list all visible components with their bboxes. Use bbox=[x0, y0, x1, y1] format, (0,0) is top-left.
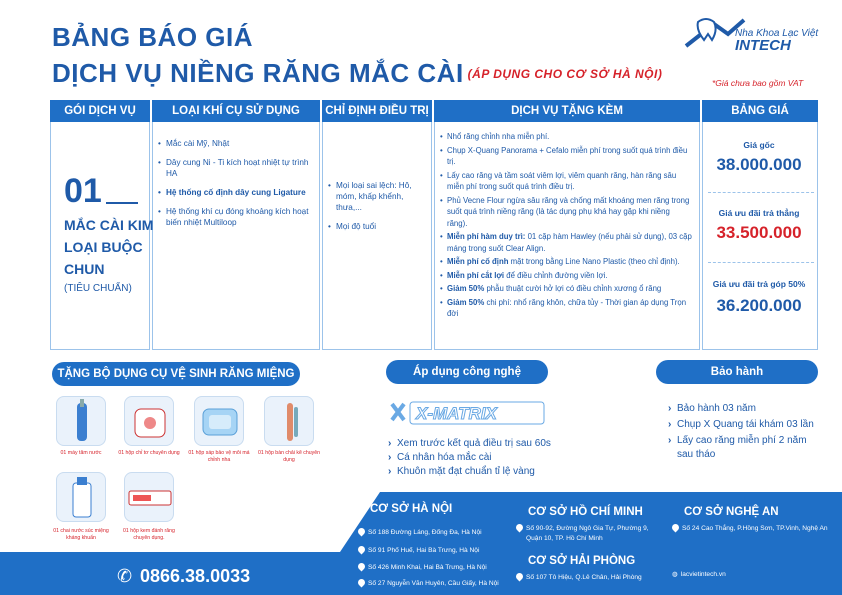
address: Số 91 Phố Huế, Hai Bà Trưng, Hà Nội bbox=[358, 546, 479, 555]
location-pin-icon bbox=[515, 523, 525, 533]
indications-list bbox=[328, 180, 428, 240]
list-item: • Miễn phí cắt lợi để điều chỉnh đường viền lợi. bbox=[440, 270, 692, 282]
warranty-title: Bảo hành bbox=[656, 360, 818, 384]
page-title: BẢNG BÁO GIÁ bbox=[52, 22, 253, 52]
list-item: • Miễn phí hàm duy trì: 01 cặp hàm Hawley (nếu phải sử dụng), 03 cặp máng trong suốt Clear Align. bbox=[440, 231, 692, 254]
technology-list bbox=[388, 437, 551, 479]
list-item: • Mọi loại sai lệch: Hô, móm, khấp khểnh, thưa,... bbox=[328, 180, 428, 213]
hygiene-item-label: 01 hộp chỉ tơ chuyên dụng bbox=[118, 450, 180, 456]
location-pin-icon bbox=[357, 545, 367, 555]
scope-note: (ÁP DỤNG CHO CƠ SỞ HÀ NỘI) bbox=[467, 67, 663, 81]
gifts-list bbox=[440, 131, 692, 322]
price-full-label: Giá ưu đãi trả thẳng bbox=[718, 208, 800, 218]
hygiene-item-label: 01 chai nước súc miệng kháng khuẩn bbox=[53, 528, 109, 541]
list-item: › Lấy cao răng miễn phí 2 năm sau tháo bbox=[668, 434, 818, 462]
devices-list bbox=[158, 138, 314, 236]
page-subtitle: DỊCH VỤ NIỀNG RĂNG MẮC CÀI (ÁP DỤNG CHO CƠ SỞ HÀ NỘI) bbox=[52, 58, 663, 88]
hotline[interactable]: 0866.38.0033 bbox=[140, 566, 251, 586]
warranty-list bbox=[668, 402, 818, 464]
header-gifts: DỊCH VỤ TẶNG KÈM bbox=[434, 100, 700, 122]
hygiene-item-label: 01 máy tăm nước bbox=[60, 450, 102, 456]
price-original-label: Giá gốc bbox=[743, 140, 775, 150]
location-pin-icon bbox=[357, 527, 367, 537]
list-item: • Hệ thống cố định dây cung Ligature bbox=[158, 187, 314, 198]
branch-haiphong-title: CƠ SỞ HẢI PHÒNG bbox=[528, 555, 636, 567]
logo-brand: INTECH bbox=[735, 37, 791, 54]
list-item: • Nhổ răng chỉnh nha miễn phí. bbox=[440, 131, 692, 143]
mouthwash-image bbox=[56, 472, 106, 522]
location-pin-icon bbox=[357, 578, 367, 588]
branch-nghean-title: CƠ SỞ NGHỆ AN bbox=[684, 506, 779, 518]
header-devices: LOẠI KHÍ CỤ SỬ DỤNG bbox=[152, 100, 320, 122]
location-pin-icon bbox=[357, 562, 367, 572]
list-item: • Miễn phí cố định mặt trong bằng Line Nano Plastic (theo chỉ định). bbox=[440, 256, 692, 268]
address: Số 107 Tô Hiệu, Q.Lê Chân, Hải Phòng bbox=[516, 573, 642, 582]
price-full-value: 33.500.000 bbox=[716, 223, 802, 242]
interdental-brush-image bbox=[264, 396, 314, 446]
floss-box-image bbox=[124, 396, 174, 446]
x-matrix-text: X-MATRIX bbox=[416, 404, 497, 423]
price-original-value: 38.000.000 bbox=[716, 155, 802, 174]
package-divider bbox=[106, 202, 138, 204]
list-item: • Phủ Vecne Flour ngừa sâu răng và chống mất khoáng men răng trong suốt quá trình niềng răng (là tác dụng phụ khá hay gặp khi niềng răng). bbox=[440, 195, 692, 230]
list-item: › Cá nhân hóa mắc cài bbox=[388, 451, 551, 465]
wax-box-image bbox=[194, 396, 244, 446]
list-item: • Dây cung Ni - Ti kích hoạt nhiệt tự trình HA bbox=[158, 157, 314, 179]
header-package: GÓI DỊCH VỤ bbox=[50, 100, 150, 122]
list-item: • Giảm 50% chi phí: nhổ răng khôn, chữa tủy - Thời gian áp dụng Trọn đời bbox=[440, 297, 692, 320]
price-installment-label: Giá ưu đãi trả góp 50% bbox=[712, 279, 806, 289]
package-subtitle: (TIÊU CHUẨN) bbox=[64, 283, 132, 294]
logo-text: Nha Khoa Lạc Việt bbox=[735, 28, 819, 39]
website-link[interactable]: ◍ lacvietintech.vn bbox=[672, 571, 726, 578]
location-pin-icon bbox=[515, 572, 525, 582]
address: Số 188 Đường Láng, Đống Đa, Hà Nội bbox=[358, 528, 482, 537]
list-item: • Lấy cao răng và tầm soát viêm lợi, viêm quanh răng, hàn răng sâu miễn phí trong suốt quá trình điều trị. bbox=[440, 170, 692, 193]
location-pin-icon bbox=[671, 523, 681, 533]
package-name: MẮC CÀI KIM LOẠI BUỘC CHUN bbox=[64, 217, 154, 277]
toothpaste-image bbox=[124, 472, 174, 522]
address: Quận 10, TP. Hồ Chí Minh bbox=[526, 535, 603, 542]
list-item: › Xem trước kết quả điều trị sau 60s bbox=[388, 437, 551, 451]
address: Số 90-92, Đường Ngô Gia Tự, Phường 9, bbox=[516, 524, 649, 533]
hygiene-item-label: 01 hộp bàn chải kẽ chuyên dụng bbox=[258, 450, 321, 463]
header-prices: BẢNG GIÁ bbox=[702, 100, 818, 122]
technology-title: Áp dụng công nghệ bbox=[386, 360, 548, 384]
list-item: • Mọi độ tuổi bbox=[328, 221, 428, 232]
address: Số 426 Minh Khai, Hai Bà Trưng, Hà Nội bbox=[358, 563, 487, 572]
hygiene-title: TẶNG BỘ DỤNG CỤ VỆ SINH RĂNG MIỆNG bbox=[52, 362, 300, 386]
hygiene-item-label: 01 hộp sáp bảo vệ môi má chỉnh nha bbox=[188, 450, 250, 463]
address: Số 24 Cao Thắng, P.Hồng Sơn, TP.Vinh, Nghệ An bbox=[672, 524, 828, 533]
list-item: • Giảm 50% phẫu thuật cười hở lợi có điều chỉnh xương ổ răng bbox=[440, 283, 692, 295]
x-matrix-logo bbox=[386, 398, 548, 428]
header-indications: CHỈ ĐỊNH ĐIỀU TRỊ bbox=[322, 100, 432, 122]
price-divider bbox=[708, 192, 814, 193]
list-item: › Khuôn mặt đạt chuẩn tỉ lệ vàng bbox=[388, 465, 551, 479]
list-item: › Bảo hành 03 năm bbox=[668, 402, 818, 416]
hygiene-item-label: 01 hộp kem đánh răng chuyên dụng. bbox=[123, 528, 175, 541]
phone-icon: ✆ bbox=[117, 566, 133, 586]
address: Số 27 Nguyễn Văn Huyên, Cầu Giấy, Hà Nội bbox=[358, 579, 499, 588]
branch-hanoi-title: CƠ SỞ HÀ NỘI bbox=[370, 503, 453, 515]
list-item: › Chụp X Quang tái khám 03 lần bbox=[668, 418, 818, 432]
price-installment-value: 36.200.000 bbox=[716, 296, 802, 315]
branch-hcm-title: CƠ SỞ HỒ CHÍ MINH bbox=[528, 506, 643, 518]
price-divider bbox=[708, 262, 814, 263]
vat-note: *Giá chưa bao gồm VAT bbox=[712, 78, 804, 88]
list-item: • Hệ thống khí cụ đóng khoảng kích hoạt biến nhiệt Multiloop bbox=[158, 206, 314, 228]
water-flosser-image bbox=[56, 396, 106, 446]
list-item: • Chụp X-Quang Panorama + Cefalo miễn phí trong suốt quá trình điều trị. bbox=[440, 145, 692, 168]
globe-icon: ◍ bbox=[672, 571, 678, 578]
package-number: 01 bbox=[64, 172, 102, 210]
list-item: • Mắc cài Mỹ, Nhật bbox=[158, 138, 314, 149]
